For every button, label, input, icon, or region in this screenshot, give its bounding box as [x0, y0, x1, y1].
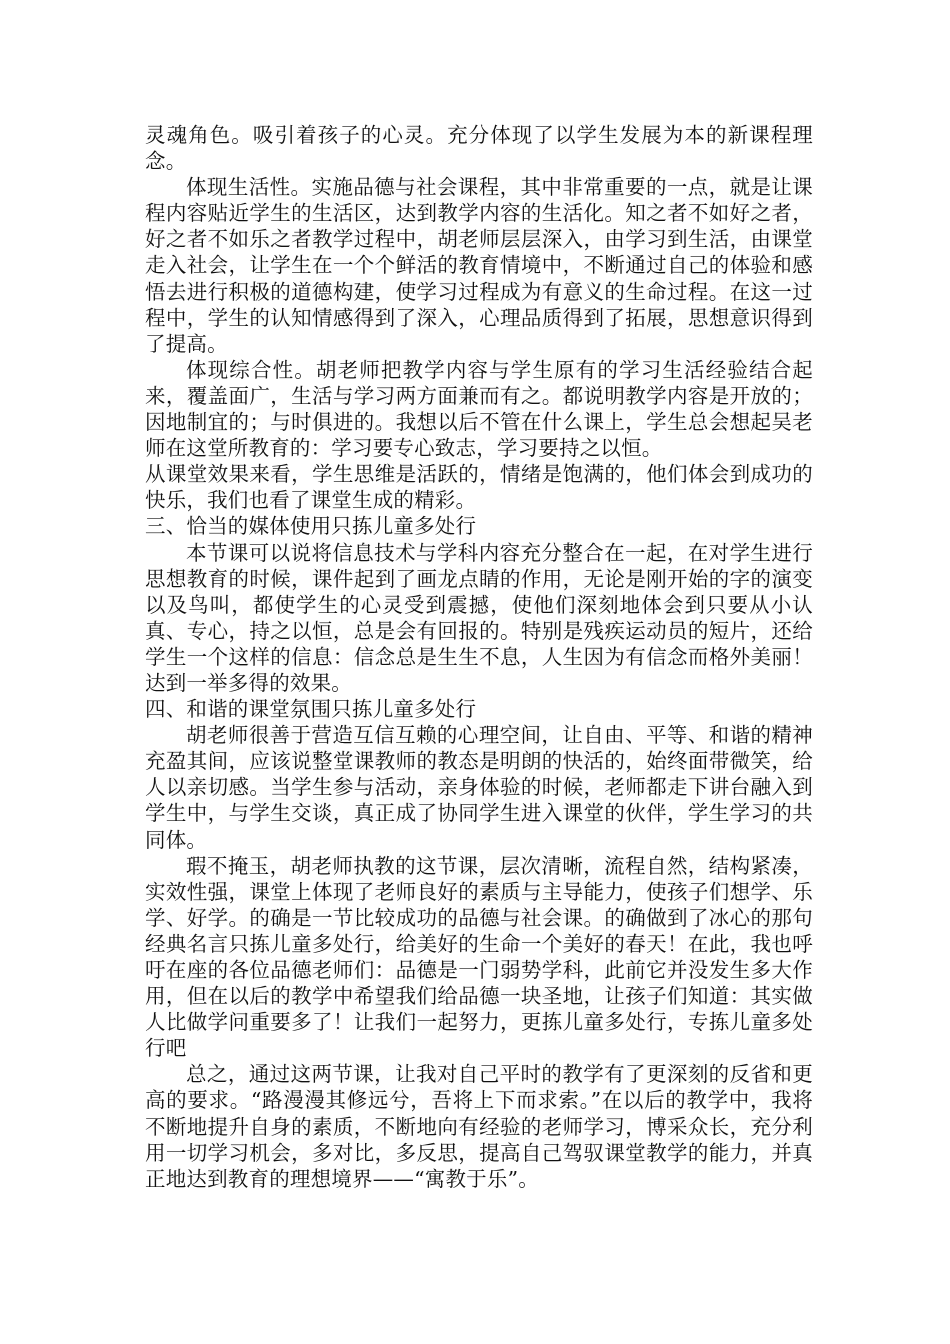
paragraph-atmosphere: 胡老师很善于营造互信互赖的心理空间，让自由、平等、和谐的精神充盈其间，应该说整堂课教师的教态是明朗的快活的，始终面带微笑，给人以亲切感。当学生参与活动，亲身体验的时候，老师都走下讲台融入到学生中，与学生交谈，真正成了协同学生进入课堂的伙伴，学生学习的共同体。: [145, 723, 813, 852]
section-heading-media: 三、恰当的媒体使用只拣儿童多处行: [145, 514, 477, 539]
paragraph-conclusion: 总之，通过这两节课，让我对自己平时的教学有了更深刻的反省和更高的要求。“路漫漫其修远兮，吾将上下而求索。”在以后的教学中，我将不断地提升自身的素质，不断地向有经验的老师学习，博采众长，充分利用一切学习机会，多对比，多反思，提高自己驾驭课堂教学的能力，并真正地达到教育的理想境界——“寓教于乐”。: [145, 1062, 813, 1191]
paragraph-effect: 从课堂效果来看，学生思维是活跃的，情绪是饱满的，他们体会到成功的快乐，我们也看了课堂生成的精彩。: [145, 462, 813, 513]
paragraph-continuation: 灵魂角色。吸引着孩子的心灵。充分体现了以学生发展为本的新课程理念。: [145, 123, 813, 174]
section-heading-atmosphere: 四、和谐的课堂氛围只拣儿童多处行: [145, 697, 477, 722]
paragraph-media: 本节课可以说将信息技术与学科内容充分整合在一起，在对学生进行思想教育的时候，课件起到了画龙点睛的作用，无论是刚开始的字的演变以及鸟叫，都使学生的心灵受到震撼，使他们深刻地体会到只要从小认真、专心，持之以恒，总是会有回报的。特别是残疾运动员的短片，还给学生一个这样的信息：信念总是生生不息，人生因为有信念而格外美丽！达到一举多得的效果。: [145, 540, 813, 695]
paragraph-evaluation: 瑕不掩玉，胡老师执教的这节课，层次清晰，流程自然，结构紧凑，实效性强，课堂上体现了老师良好的素质与主导能力，使孩子们想学、乐学、好学。的确是一节比较成功的品德与社会课。的确做到了冰心的那句经典名言只拣儿童多处行，给美好的生命一个美好的春天！在此，我也呼吁在座的各位品德老师们：品德是一门弱势学科，此前它并没发生多大作用，但在以后的教学中希望我们给品德一块圣地，让孩子们知道：其实做人比做学问重要多了！让我们一起努力，更拣儿童多处行，专拣儿童多处行吧: [145, 853, 813, 1061]
document-body: [145, 122, 813, 1192]
paragraph-comprehensive: 体现综合性。胡老师把教学内容与学生原有的学习生活经验结合起来，覆盖面广，生活与学习两方面兼而有之。都说明教学内容是开放的；因地制宜的；与时俱进的。我想以后不管在什么课上，学生总会想起吴老师在这堂所教育的：学习要专心致志，学习要持之以恒。: [145, 357, 813, 461]
paragraph-life: 体现生活性。实施品德与社会课程，其中非常重要的一点，就是让课程内容贴近学生的生活区，达到教学内容的生活化。知之者不如好之者，好之者不如乐之者教学过程中，胡老师层层深入，由学习到生活，由课堂走入社会，让学生在一个个鲜活的教育情境中，不断通过自己的体验和感悟去进行积极的道德构建，使学习过程成为有意义的生命过程。在这一过程中，学生的认知情感得到了深入，心理品质得到了拓展，思想意识得到了提高。: [145, 175, 813, 356]
